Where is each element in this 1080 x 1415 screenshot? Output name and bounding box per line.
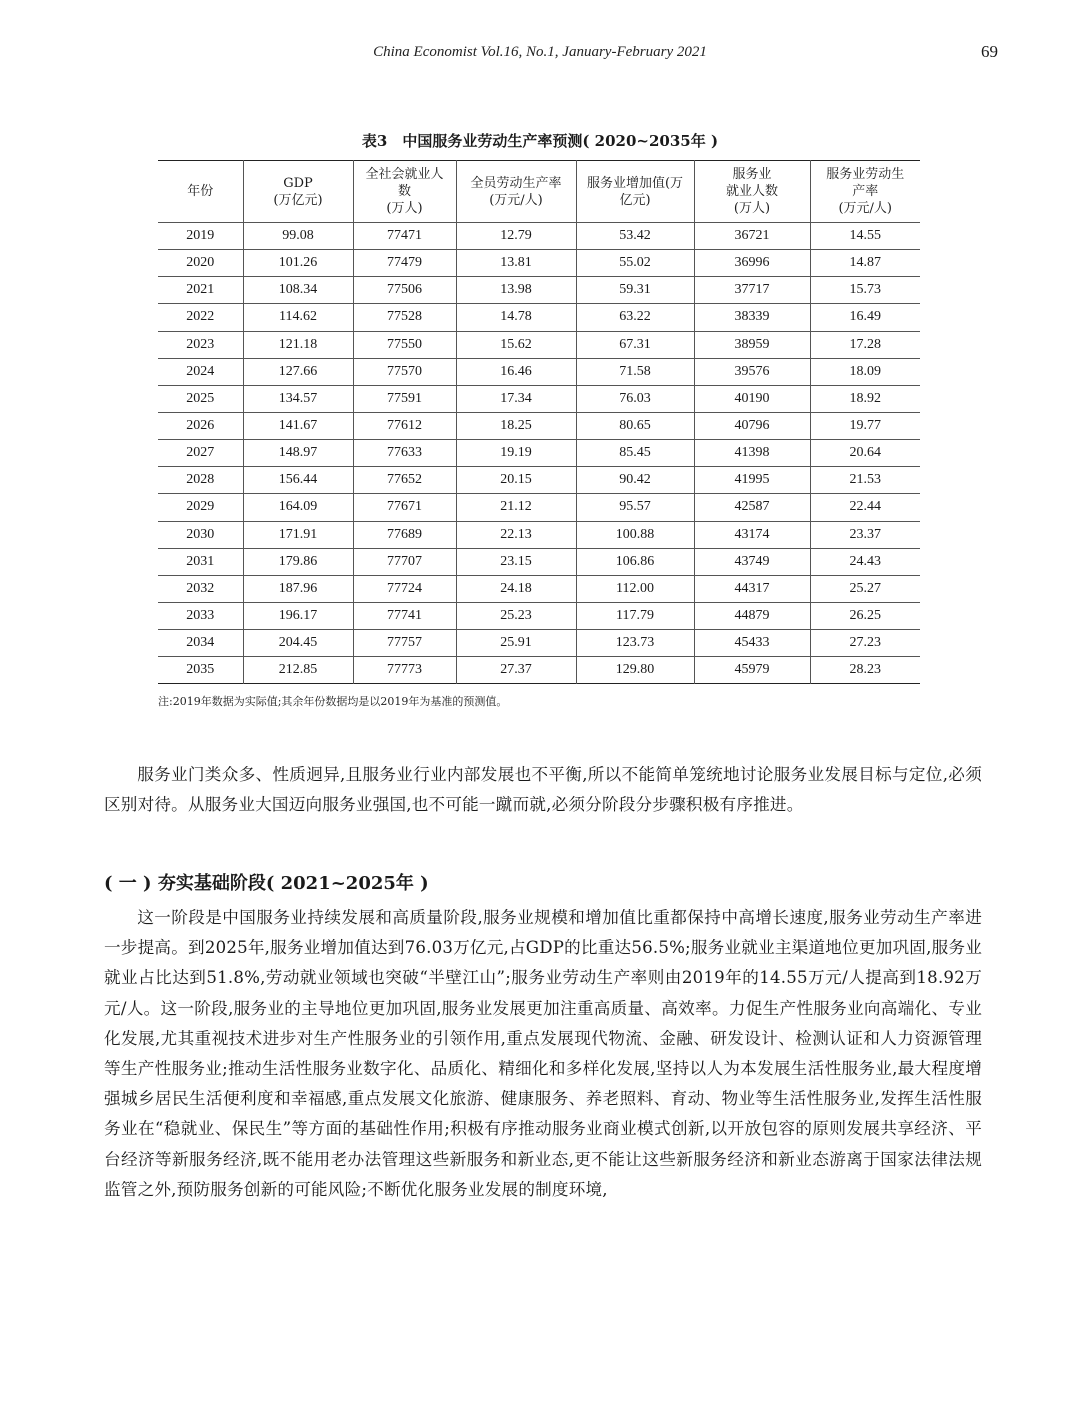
table-cell: 121.18 (243, 331, 353, 358)
table-cell: 77741 (353, 602, 456, 629)
table-cell: 123.73 (576, 630, 694, 657)
table-cell: 2022 (158, 304, 243, 331)
table-body (158, 223, 920, 684)
table-row (158, 304, 920, 331)
table-cell: 22.44 (810, 494, 920, 521)
table-cell: 28.23 (810, 657, 920, 684)
table-cell: 77633 (353, 440, 456, 467)
table-cell: 23.37 (810, 521, 920, 548)
table-cell: 23.15 (456, 548, 576, 575)
table-cell: 45979 (694, 657, 810, 684)
column-header: 服务业 就业人数 (万人) (694, 161, 810, 223)
table-row (158, 412, 920, 439)
table-cell: 38339 (694, 304, 810, 331)
table-cell: 77671 (353, 494, 456, 521)
table-cell: 44317 (694, 575, 810, 602)
table-cell: 36721 (694, 223, 810, 250)
table-cell: 37717 (694, 277, 810, 304)
table-cell: 20.64 (810, 440, 920, 467)
table-cell: 76.03 (576, 385, 694, 412)
table-cell: 17.34 (456, 385, 576, 412)
table-cell: 77757 (353, 630, 456, 657)
table-cell: 148.97 (243, 440, 353, 467)
table-cell: 106.86 (576, 548, 694, 575)
table-cell: 171.91 (243, 521, 353, 548)
table-cell: 14.87 (810, 250, 920, 277)
table-cell: 2026 (158, 412, 243, 439)
column-header: GDP (万亿元) (243, 161, 353, 223)
table-cell: 63.22 (576, 304, 694, 331)
table-cell: 90.42 (576, 467, 694, 494)
table-cell: 36996 (694, 250, 810, 277)
table-cell: 117.79 (576, 602, 694, 629)
table-cell: 108.34 (243, 277, 353, 304)
table-cell: 67.31 (576, 331, 694, 358)
table-cell: 27.23 (810, 630, 920, 657)
table-cell: 12.79 (456, 223, 576, 250)
table-cell: 71.58 (576, 358, 694, 385)
table-cell: 99.08 (243, 223, 353, 250)
table-cell: 18.92 (810, 385, 920, 412)
table-cell: 156.44 (243, 467, 353, 494)
table-cell: 25.91 (456, 630, 576, 657)
table-cell: 2020 (158, 250, 243, 277)
table-cell: 2027 (158, 440, 243, 467)
table-cell: 42587 (694, 494, 810, 521)
table-cell: 77570 (353, 358, 456, 385)
table-cell: 19.77 (810, 412, 920, 439)
table-row (158, 223, 920, 250)
table-row (158, 331, 920, 358)
table-cell: 59.31 (576, 277, 694, 304)
table-cell: 80.65 (576, 412, 694, 439)
running-head: China Economist Vol.16, No.1, January-February 2021 (373, 44, 707, 60)
table-row (158, 358, 920, 385)
table-cell: 134.57 (243, 385, 353, 412)
table-cell: 24.43 (810, 548, 920, 575)
table-cell: 77528 (353, 304, 456, 331)
table-cell: 77689 (353, 521, 456, 548)
table-cell: 27.37 (456, 657, 576, 684)
column-header: 全员劳动生产率 (万元/人) (456, 161, 576, 223)
table-cell: 85.45 (576, 440, 694, 467)
table-cell: 14.55 (810, 223, 920, 250)
table-cell: 13.81 (456, 250, 576, 277)
table-row (158, 467, 920, 494)
productivity-table (158, 160, 920, 684)
column-header: 服务业增加值(万 亿元) (576, 161, 694, 223)
table-cell: 2029 (158, 494, 243, 521)
table-cell: 41995 (694, 467, 810, 494)
table-row (158, 277, 920, 304)
table-cell: 2028 (158, 467, 243, 494)
table-cell: 43174 (694, 521, 810, 548)
table-cell: 25.27 (810, 575, 920, 602)
table-cell: 77652 (353, 467, 456, 494)
table-note: 注:2019年数据为实际值;其余年份数据均是以2019年为基准的预测值。 (158, 695, 508, 708)
table-cell: 14.78 (456, 304, 576, 331)
table-row (158, 602, 920, 629)
table-cell: 77591 (353, 385, 456, 412)
table-cell: 2035 (186, 662, 215, 678)
table-cell: 141.67 (243, 412, 353, 439)
table-cell: 127.66 (243, 358, 353, 385)
table-row (158, 494, 920, 521)
table-cell: 44879 (694, 602, 810, 629)
table-cell: 13.98 (456, 277, 576, 304)
table-cell: 100.88 (576, 521, 694, 548)
table-cell: 26.25 (810, 602, 920, 629)
table-cell: 16.49 (810, 304, 920, 331)
table-cell: 19.19 (456, 440, 576, 467)
table-cell: 77707 (353, 548, 456, 575)
table-cell: 77724 (353, 575, 456, 602)
page-number: 69 (981, 42, 998, 61)
column-header: 服务业劳动生 产率 (万元/人) (810, 161, 920, 223)
column-header: 年份 (158, 161, 243, 223)
table-cell: 40796 (694, 412, 810, 439)
table-row (158, 575, 920, 602)
table-row (158, 630, 920, 657)
table-cell: 2021 (158, 277, 243, 304)
table-cell: 196.17 (243, 602, 353, 629)
table-row (158, 440, 920, 467)
table-cell: 77612 (353, 412, 456, 439)
table-cell: 45433 (694, 630, 810, 657)
table-cell: 2025 (158, 385, 243, 412)
table-cell: 164.09 (243, 494, 353, 521)
table-cell: 2024 (158, 358, 243, 385)
body-paragraph-1: 服务业门类众多、性质迥异,且服务业行业内部发展也不平衡,所以不能简单笼统地讨论服务业发展目标与定位,必须区别对待。从服务业大国迈向服务业强国,也不可能一蹴而就,必须分阶段分步骤积极有序推进。 (104, 765, 982, 815)
table-title: 表3 中国服务业劳动生产率预测( 2020~2035年 ) (361, 132, 719, 150)
table-cell: 18.25 (456, 412, 576, 439)
table-cell: 179.86 (243, 548, 353, 575)
table-cell: 2034 (158, 630, 243, 657)
table-cell: 24.18 (456, 575, 576, 602)
table-row (158, 250, 920, 277)
table-cell: 41398 (694, 440, 810, 467)
table-cell: 77471 (353, 223, 456, 250)
table-cell: 38959 (694, 331, 810, 358)
table-cell: 204.45 (243, 630, 353, 657)
table-cell: 53.42 (576, 223, 694, 250)
table-row (158, 548, 920, 575)
table-cell: 39576 (694, 358, 810, 385)
table-cell: 21.53 (810, 467, 920, 494)
table-cell: 16.46 (456, 358, 576, 385)
table-row (158, 385, 920, 412)
table-cell: 2031 (158, 548, 243, 575)
table-cell: 114.62 (243, 304, 353, 331)
table-cell: 43749 (694, 548, 810, 575)
table-cell: 2030 (158, 521, 243, 548)
table-row (158, 521, 920, 548)
table-cell: 112.00 (576, 575, 694, 602)
table-cell: 17.28 (810, 331, 920, 358)
table-cell: 2033 (158, 602, 243, 629)
table-cell: 2032 (158, 575, 243, 602)
table-cell: 18.09 (810, 358, 920, 385)
table-cell: 21.12 (456, 494, 576, 521)
table-cell: 212.85 (243, 657, 353, 684)
table-cell: 187.96 (243, 575, 353, 602)
table-cell: 25.23 (456, 602, 576, 629)
table-cell: 77479 (353, 250, 456, 277)
table-cell: 15.73 (810, 277, 920, 304)
table-cell: 77773 (353, 657, 456, 684)
table-cell: 129.80 (576, 657, 694, 684)
table-cell: 95.57 (576, 494, 694, 521)
table-cell: 77506 (353, 277, 456, 304)
table-cell: 101.26 (243, 250, 353, 277)
table-cell: 20.15 (456, 467, 576, 494)
table-cell: 2023 (158, 331, 243, 358)
table-row (158, 657, 920, 684)
table-cell: 2019 (158, 223, 243, 250)
section-heading: ( 一 ) 夯实基础阶段( 2021~2025年 ) (104, 873, 429, 894)
table-cell: 22.13 (456, 521, 576, 548)
column-header: 全社会就业人 数 (万人) (353, 161, 456, 223)
table-cell: 40190 (694, 385, 810, 412)
table-cell: 77550 (353, 331, 456, 358)
table-header-row (158, 161, 920, 223)
table-cell: 15.62 (456, 331, 576, 358)
table-cell: 55.02 (576, 250, 694, 277)
body-paragraph-2: 这一阶段是中国服务业持续发展和高质量阶段,服务业规模和增加值比重都保持中高增长速度,服务业劳动生产率进一步提高。到2025年,服务业增加值达到76.03万亿元,占GDP的比重达56.5%;服务业就业主渠道地位更加巩固,服务业就业占比达到51.8%,劳动就业领域也突破“半壁江山”;服务业劳动生产率则由2019年的14.55万元/人提高到18.92万元/人。这一阶段,服务业的主导地位更加巩固,服务业发展更加注重高质量、高效率。力促生产性服务业向高端化、专业化发展,尤其重视技术进步对生产性服务业的引领作用,重点发展现代物流、金融、研发设计、检测认证和人力资源管理等生产性服务业;推动生活性服务业数字化、品质化、精细化和多样化发展,坚持以人为本发展生活性服务业,最大程度增强城乡居民生活便利度和幸福感,重点发展文化旅游、健康服务、养老照料、育动、物业等生活性服务业,发挥生活性服务业在“稳就业、保民生”等方面的基础性作用;积极有序推动服务业商业模式创新,以开放包容的原则发展共享经济、平台经济等新服务经济,既不能用老办法管理这些新服务和新业态,更不能让这些新服务经济和新业态游离于国家法律法规监管之外,预防服务创新的可能风险;不断优化服务业发展的制度环境, (104, 908, 982, 1199)
